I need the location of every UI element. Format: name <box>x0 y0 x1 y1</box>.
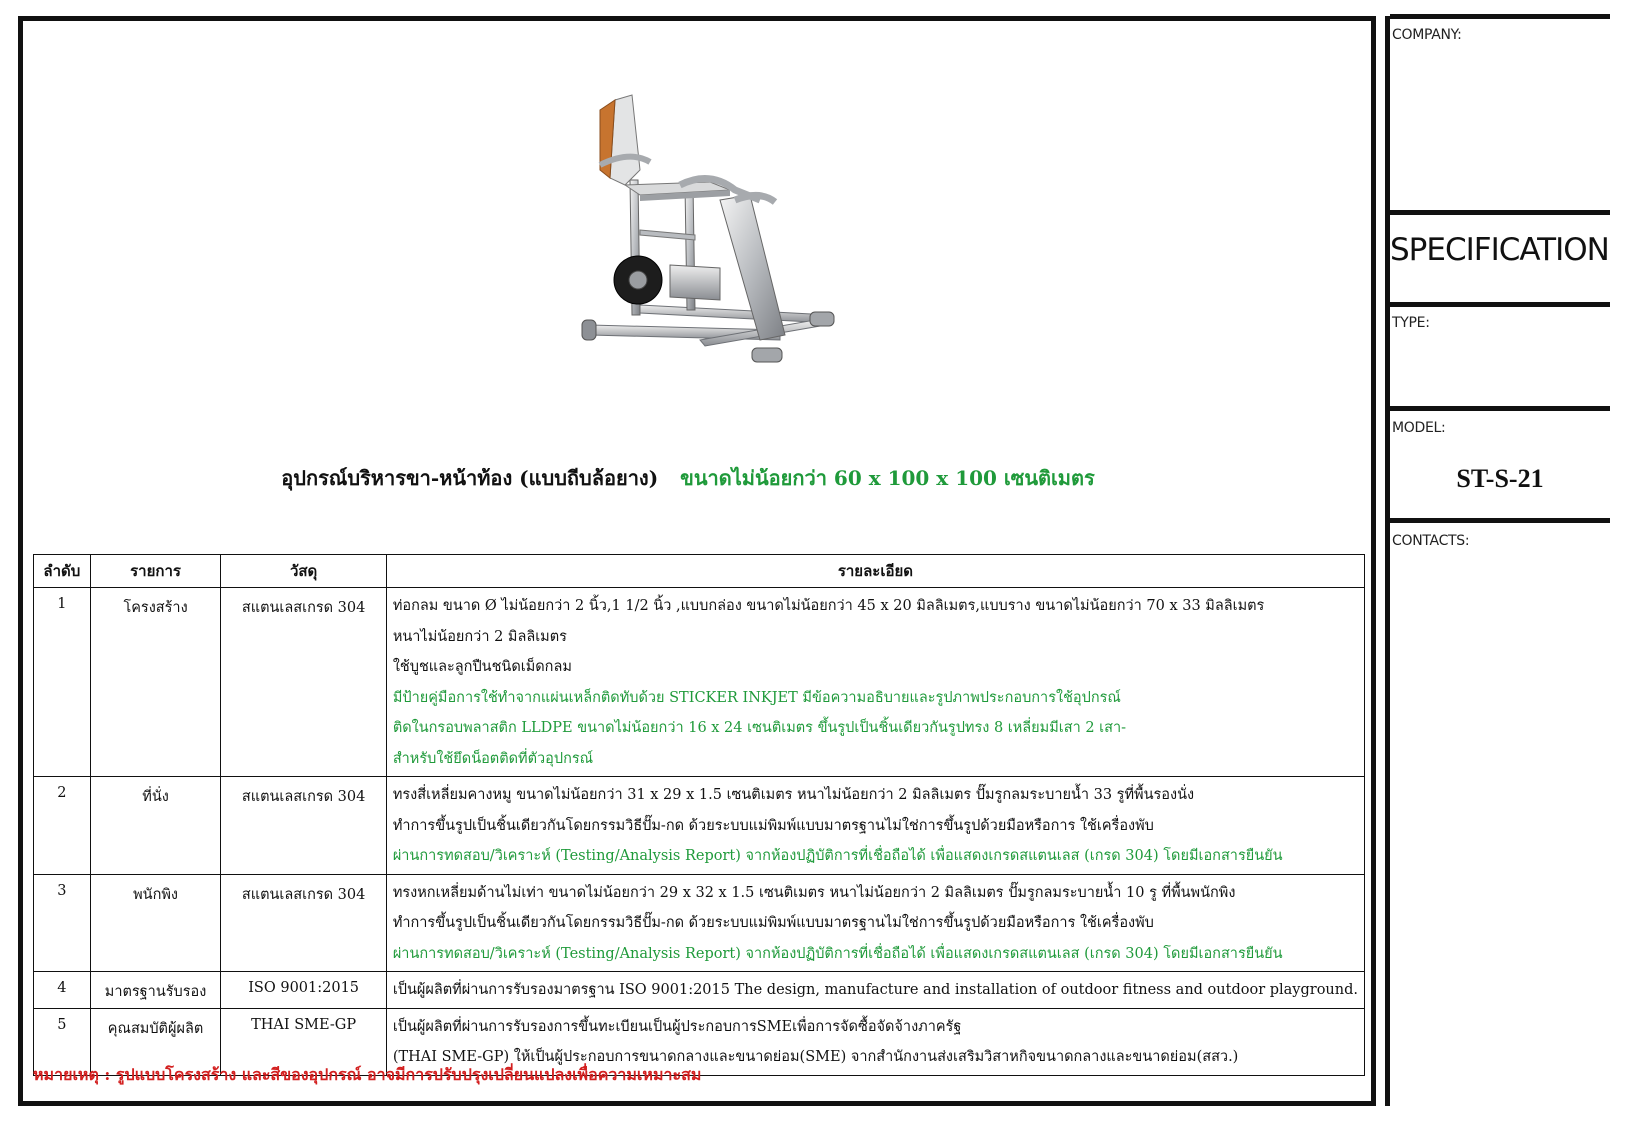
contacts-label: CONTACTS: <box>1392 533 1470 549</box>
row-detail <box>386 777 1364 875</box>
row-item: พนักพิง <box>90 874 221 972</box>
title-block-rule <box>1390 406 1610 411</box>
detail-line: เป็นผู้ผลิตที่ผ่านการรับรองการขึ้นทะเบียนเป็นผู้ประกอบการSMEเพื่อการจัดซื้อจัดจ้างภาครัฐ <box>392 1018 962 1035</box>
detail-line: ผ่านการทดสอบ/วิเคราะห์ (Testing/Analysis Report) จากห้องปฏิบัติการที่เชื่อถือได้ เพื่อแสดงเกรดสแตนเลส (เกรด 304) โดยมีเอกสารยืนยัน <box>392 848 1283 864</box>
table-row <box>34 972 1365 1009</box>
row-material: ISO 9001:2015 <box>221 972 386 1009</box>
row-no: 5 <box>34 1008 91 1075</box>
leg-abdominal-machine-image <box>570 90 910 390</box>
row-no: 2 <box>34 777 91 875</box>
model-label: MODEL: <box>1392 420 1446 436</box>
detail-line: สำหรับใช้ยึดน็อตติดที่ตัวอุปกรณ์ <box>392 750 594 767</box>
title-block-rule <box>1390 518 1610 523</box>
row-detail <box>386 874 1364 972</box>
title-block-top-rule <box>1390 14 1610 19</box>
remark-note: หมายเหตุ : รูปแบบโครงสร้าง และสีของอุปกรณ์ อาจมีการปรับปรุงเปลี่ยนแปลงเพื่อความเหมาะสม <box>33 1065 702 1084</box>
title-block-rule <box>1390 302 1610 307</box>
detail-line: ติดในกรอบพลาสติก LLDPE ขนาดไม่น้อยกว่า 16 x 24 เซนติเมตร ขึ้นรูปเป็นชิ้นเดียวกันรูปทรง 8 เหลี่ยมมีเสา 2 เสา- <box>392 720 1127 736</box>
header-item: รายการ <box>90 555 221 588</box>
product-size: ขนาดไม่น้อยกว่า 60 x 100 x 100 เซนติเมตร <box>680 466 1095 490</box>
detail-line: ผ่านการทดสอบ/วิเคราะห์ (Testing/Analysis Report) จากห้องปฏิบัติการที่เชื่อถือได้ เพื่อแสดงเกรดสแตนเลส (เกรด 304) โดยมีเอกสารยืนยัน <box>392 945 1283 962</box>
type-label: TYPE: <box>1392 315 1430 331</box>
row-detail <box>386 588 1364 777</box>
detail-line: มีป้ายคู่มือการใช้ทำจากแผ่นเหล็กติดทับด้วย STICKER INKJET มีข้อความอธิบายและรูปภาพประกอบการใช้อุปกรณ์ <box>392 689 1121 706</box>
row-material: สแตนเลสเกรด 304 <box>221 777 386 875</box>
detail-line: ทรงหกเหลี่ยมด้านไม่เท่า ขนาดไม่น้อยกว่า 29 x 32 x 1.5 เซนติเมตร หนาไม่น้อยกว่า 2 มิลลิเมตร ปั๊มรูกลมระบายน้ำ 10 รู ที่พื้นพนักพิง <box>392 884 1236 901</box>
table-header-row <box>34 555 1365 588</box>
header-detail: รายละเอียด <box>386 555 1364 588</box>
header-material: วัสดุ <box>221 555 386 588</box>
model-value: ST-S-21 <box>1456 464 1544 493</box>
company-label: COMPANY: <box>1392 27 1462 43</box>
row-material: สแตนเลสเกรด 304 <box>221 588 386 777</box>
row-item: คุณสมบัติผู้ผลิต <box>90 1008 221 1075</box>
detail-line: ทรงสี่เหลี่ยมคางหมู ขนาดไม่น้อยกว่า 31 x 29 x 1.5 เซนติเมตร หนาไม่น้อยกว่า 2 มิลลิเมตร ปั๊มรูกลมระบายน้ำ 33 รูที่พื้นรองนั่ง <box>392 787 1195 803</box>
row-no: 3 <box>34 874 91 972</box>
title-block-divider <box>1385 16 1390 1106</box>
title-block-rule <box>1390 210 1610 215</box>
detail-line: ทำการขึ้นรูปเป็นชิ้นเดียวกันโดยกรรมวิธีปั๊ม-กด ด้วยระบบแม่พิมพ์แบบมาตรฐานไม่ใช่การขึ้นรูปด้วยมือหรือการ ใช้เครื่องพับ <box>392 817 1154 834</box>
row-item: ที่นั่ง <box>90 777 221 875</box>
row-material: สแตนเลสเกรด 304 <box>221 874 386 972</box>
row-no: 1 <box>34 588 91 777</box>
specification-title: SPECIFICATION <box>1390 232 1609 268</box>
detail-line: เป็นผู้ผลิตที่ผ่านการรับรองมาตรฐาน ISO 9001:2015 The design, manufacture and installation of outdoor fitness and outdoor playground. <box>392 982 1358 998</box>
row-no: 4 <box>34 972 91 1009</box>
table-row <box>34 874 1365 972</box>
table-row <box>34 588 1365 777</box>
specification-table <box>33 554 1365 1076</box>
detail-line: (THAI SME-GP) ให้เป็นผู้ประกอบการขนาดกลางและขนาดย่อม(SME) จากสำนักงานส่งเสริมวิสาหกิจขนาดกลางและขนาดย่อม(สสว.) <box>392 1049 1239 1065</box>
header-no: ลำดับ <box>34 555 91 588</box>
detail-line: ทำการขึ้นรูปเป็นชิ้นเดียวกันโดยกรรมวิธีปั๊ม-กด ด้วยระบบแม่พิมพ์แบบมาตรฐานไม่ใช่การขึ้นรูปด้วยมือหรือการ ใช้เครื่องพับ <box>392 915 1154 931</box>
row-detail <box>386 972 1364 1009</box>
row-item: โครงสร้าง <box>90 588 221 777</box>
row-item: มาตรฐานรับรอง <box>90 972 221 1009</box>
detail-line: ใช้บูชและลูกปืนชนิดเม็ดกลม <box>392 659 572 675</box>
product-name: อุปกรณ์บริหารขา-หน้าท้อง (แบบถีบล้อยาง) <box>281 466 659 490</box>
product-title-line <box>0 462 1376 494</box>
table-row <box>34 777 1365 875</box>
row-material: THAI SME-GP <box>221 1008 386 1075</box>
detail-line: ท่อกลม ขนาด Ø ไม่น้อยกว่า 2 นิ้ว,1 1/2 นิ้ว ,แบบกล่อง ขนาดไม่น้อยกว่า 45 x 20 มิลลิเมตร,แบบราง ขนาดไม่น้อยกว่า 70 x 33 มิลลิเมตร <box>392 598 1265 614</box>
detail-line: หนาไม่น้อยกว่า 2 มิลลิเมตร <box>392 628 567 645</box>
